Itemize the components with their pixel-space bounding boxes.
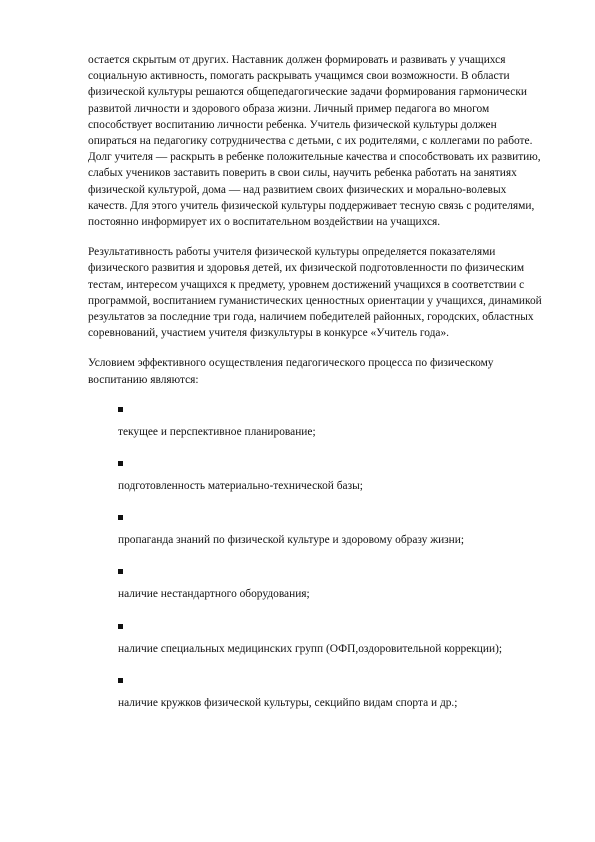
bullet-icon [118, 461, 123, 466]
bullet-icon [118, 624, 123, 629]
list-item [88, 461, 548, 494]
bullet-icon [118, 678, 123, 683]
list-item [88, 624, 548, 657]
list-item-text: наличие нестандартного оборудования; [118, 588, 310, 601]
paragraph-effectiveness: Результативность работы учителя физической культуры определяется показателями физического развития и здоровья детей, их физической подготовленности по физическим тестам, интересом учащихся к предмету, уровнем достижений учащихся в соответствии с программой, воспитанием гуманистических ценностных ориентации у учащихся, динамикой результатов за последние три года, наличием победителей районных, городских, областных соревнований, участием учителя физкультуры в конкурсе «Учитель года». [88, 246, 542, 340]
list-item [88, 515, 548, 548]
bullet-icon [118, 515, 123, 520]
paragraph-teacher-role: остается скрытым от других. Наставник должен формировать и развивать у учащихся социальную активность, помогать раскрывать учащимся свои возможности. В области физической культуры решаются общепедагогические задачи формирования гармонически развитой личности и здорового образа жизни. Личный пример педагога во многом способствует воспитанию личности ребенка. Учитель физической культуры должен опираться на педагогику сотрудничества с детьми, с их родителями, с коллегами по работе. Долг учителя — раскрыть в ребенке положительные качества и способствовать их развитию, слабых учеников заставить поверить в свои силы, научить ребенка работать на занятиях физической культурой, дома — над развитием своих физических и морально-волевых качеств. Для этого учитель физической культуры поддерживает тесную связь с родителями, постоянно информирует их о воспитательном воздействии на учащихся. [88, 54, 541, 229]
bullet-icon [118, 407, 123, 412]
list-item [88, 569, 548, 602]
list-item-text: пропаганда знаний по физической культуре и здоровому образу жизни; [118, 534, 465, 547]
document-page [88, 52, 548, 732]
list-item-text: текущее и перспективное планирование; [118, 425, 316, 438]
list-item-text: наличие кружков физической культуры, секцийпо видам спорта и др.; [118, 696, 458, 709]
list-item-text: наличие специальных медицинских групп (ОФП,оздоровительной коррекции); [118, 642, 503, 655]
bullet-icon [118, 569, 123, 574]
list-item [88, 678, 548, 711]
list-item [88, 407, 548, 440]
paragraph-conditions-intro: Условием эффективного осуществления педагогического процесса по физическому воспитанию являются: [88, 357, 494, 386]
list-item-text: подготовленность материально-технической базы; [118, 480, 363, 493]
conditions-list [88, 407, 548, 711]
